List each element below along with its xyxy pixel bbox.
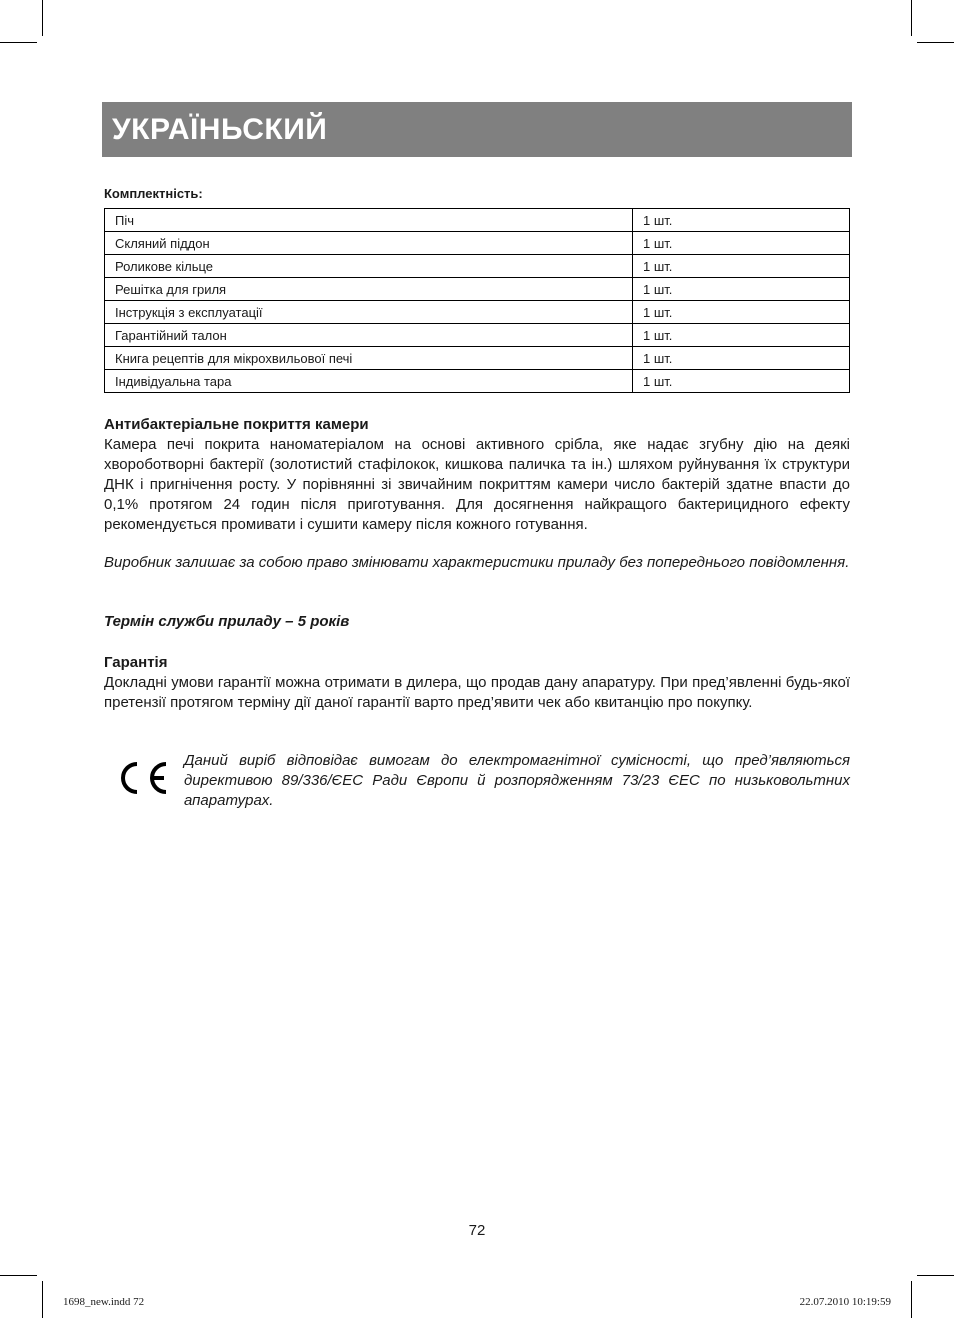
warranty-heading: Гарантія xyxy=(104,654,168,671)
table-row xyxy=(105,347,850,370)
table-row xyxy=(105,324,850,347)
warranty-text: Докладні умови гарантії можна отримати в дилера, що продав дану апаратуру. При пред’явленні будь-якої претензії протягом терміну дії даної гарантії варто пред’явити чек або квитанцію про покупку. xyxy=(104,674,850,711)
table-row xyxy=(105,370,850,393)
table-row xyxy=(105,255,850,278)
table-row xyxy=(105,301,850,324)
kit-item-qty: 1 шт. xyxy=(633,232,850,255)
footer-file-slug: 1698_new.indd 72 xyxy=(63,1296,145,1308)
crop-mark xyxy=(42,0,43,36)
kit-item-name: Інструкція з експлуатації xyxy=(105,301,633,324)
crop-mark xyxy=(917,42,954,43)
page-number: 72 xyxy=(468,1222,486,1239)
kit-item-name: Роликове кільце xyxy=(105,255,633,278)
kit-item-name: Піч xyxy=(105,209,633,232)
antibacterial-text: Камера печі покрита наноматеріалом на основі активного срібла, яке надає згубну дію на деякі хвороботворні бактерії (золотистий стафілокок, кишкова паличка та ін.) шляхом руйнування їх структури ДНК і пригнічення росту. У порівнянні зі звичайним покриттям камери число бактерій здатне впасти до 0,1% протягом 24 годин після приготування. Для досягнення найкращого бактерицидного ефекту рекомендується промивати і сушити камеру після кожного готування. xyxy=(104,436,850,533)
kit-item-name: Скляний піддон xyxy=(105,232,633,255)
page-title: УКРАЇНЬСКИЙ xyxy=(112,113,328,146)
kit-item-qty: 1 шт. xyxy=(633,324,850,347)
disclaimer-text: Виробник залишає за собою право змінювати характеристики приладу без попереднього повідомлення. xyxy=(104,554,850,571)
kit-item-qty: 1 шт. xyxy=(633,347,850,370)
antibacterial-section xyxy=(104,415,850,535)
kit-item-name: Решітка для гриля xyxy=(105,278,633,301)
crop-mark xyxy=(911,0,912,36)
warranty-section xyxy=(104,653,850,713)
crop-mark xyxy=(42,1281,43,1318)
kit-item-name: Книга рецептів для мікрохвильової печі xyxy=(105,347,633,370)
crop-mark xyxy=(917,1275,954,1276)
table-row xyxy=(105,232,850,255)
crop-mark xyxy=(0,1275,37,1276)
footer-timestamp: 22.07.2010 10:19:59 xyxy=(799,1296,891,1308)
ce-mark-icon xyxy=(120,760,170,796)
kit-item-qty: 1 шт. xyxy=(633,301,850,324)
kit-item-qty: 1 шт. xyxy=(633,209,850,232)
kit-item-qty: 1 шт. xyxy=(633,255,850,278)
ce-compliance-text: Даний виріб відповідає вимогам до електромагнітної сумісності, що пред’являються директивою 89/336/ЄЕС Ради Європи й розпорядженням 73/23 ЄЕС по низьковольтних апаратурах. xyxy=(184,752,850,809)
kit-table xyxy=(104,208,850,393)
table-row xyxy=(105,209,850,232)
kit-item-qty: 1 шт. xyxy=(633,370,850,393)
antibacterial-heading: Антибактеріальне покриття камери xyxy=(104,416,369,433)
table-row xyxy=(105,278,850,301)
language-header xyxy=(102,102,852,157)
service-life: Термін служби приладу – 5 років xyxy=(104,613,350,630)
kit-title: Комплектність: xyxy=(104,186,203,201)
kit-item-qty: 1 шт. xyxy=(633,278,850,301)
kit-item-name: Гарантійний талон xyxy=(105,324,633,347)
kit-item-name: Індивідуальна тара xyxy=(105,370,633,393)
crop-mark xyxy=(911,1281,912,1318)
crop-mark xyxy=(0,42,37,43)
